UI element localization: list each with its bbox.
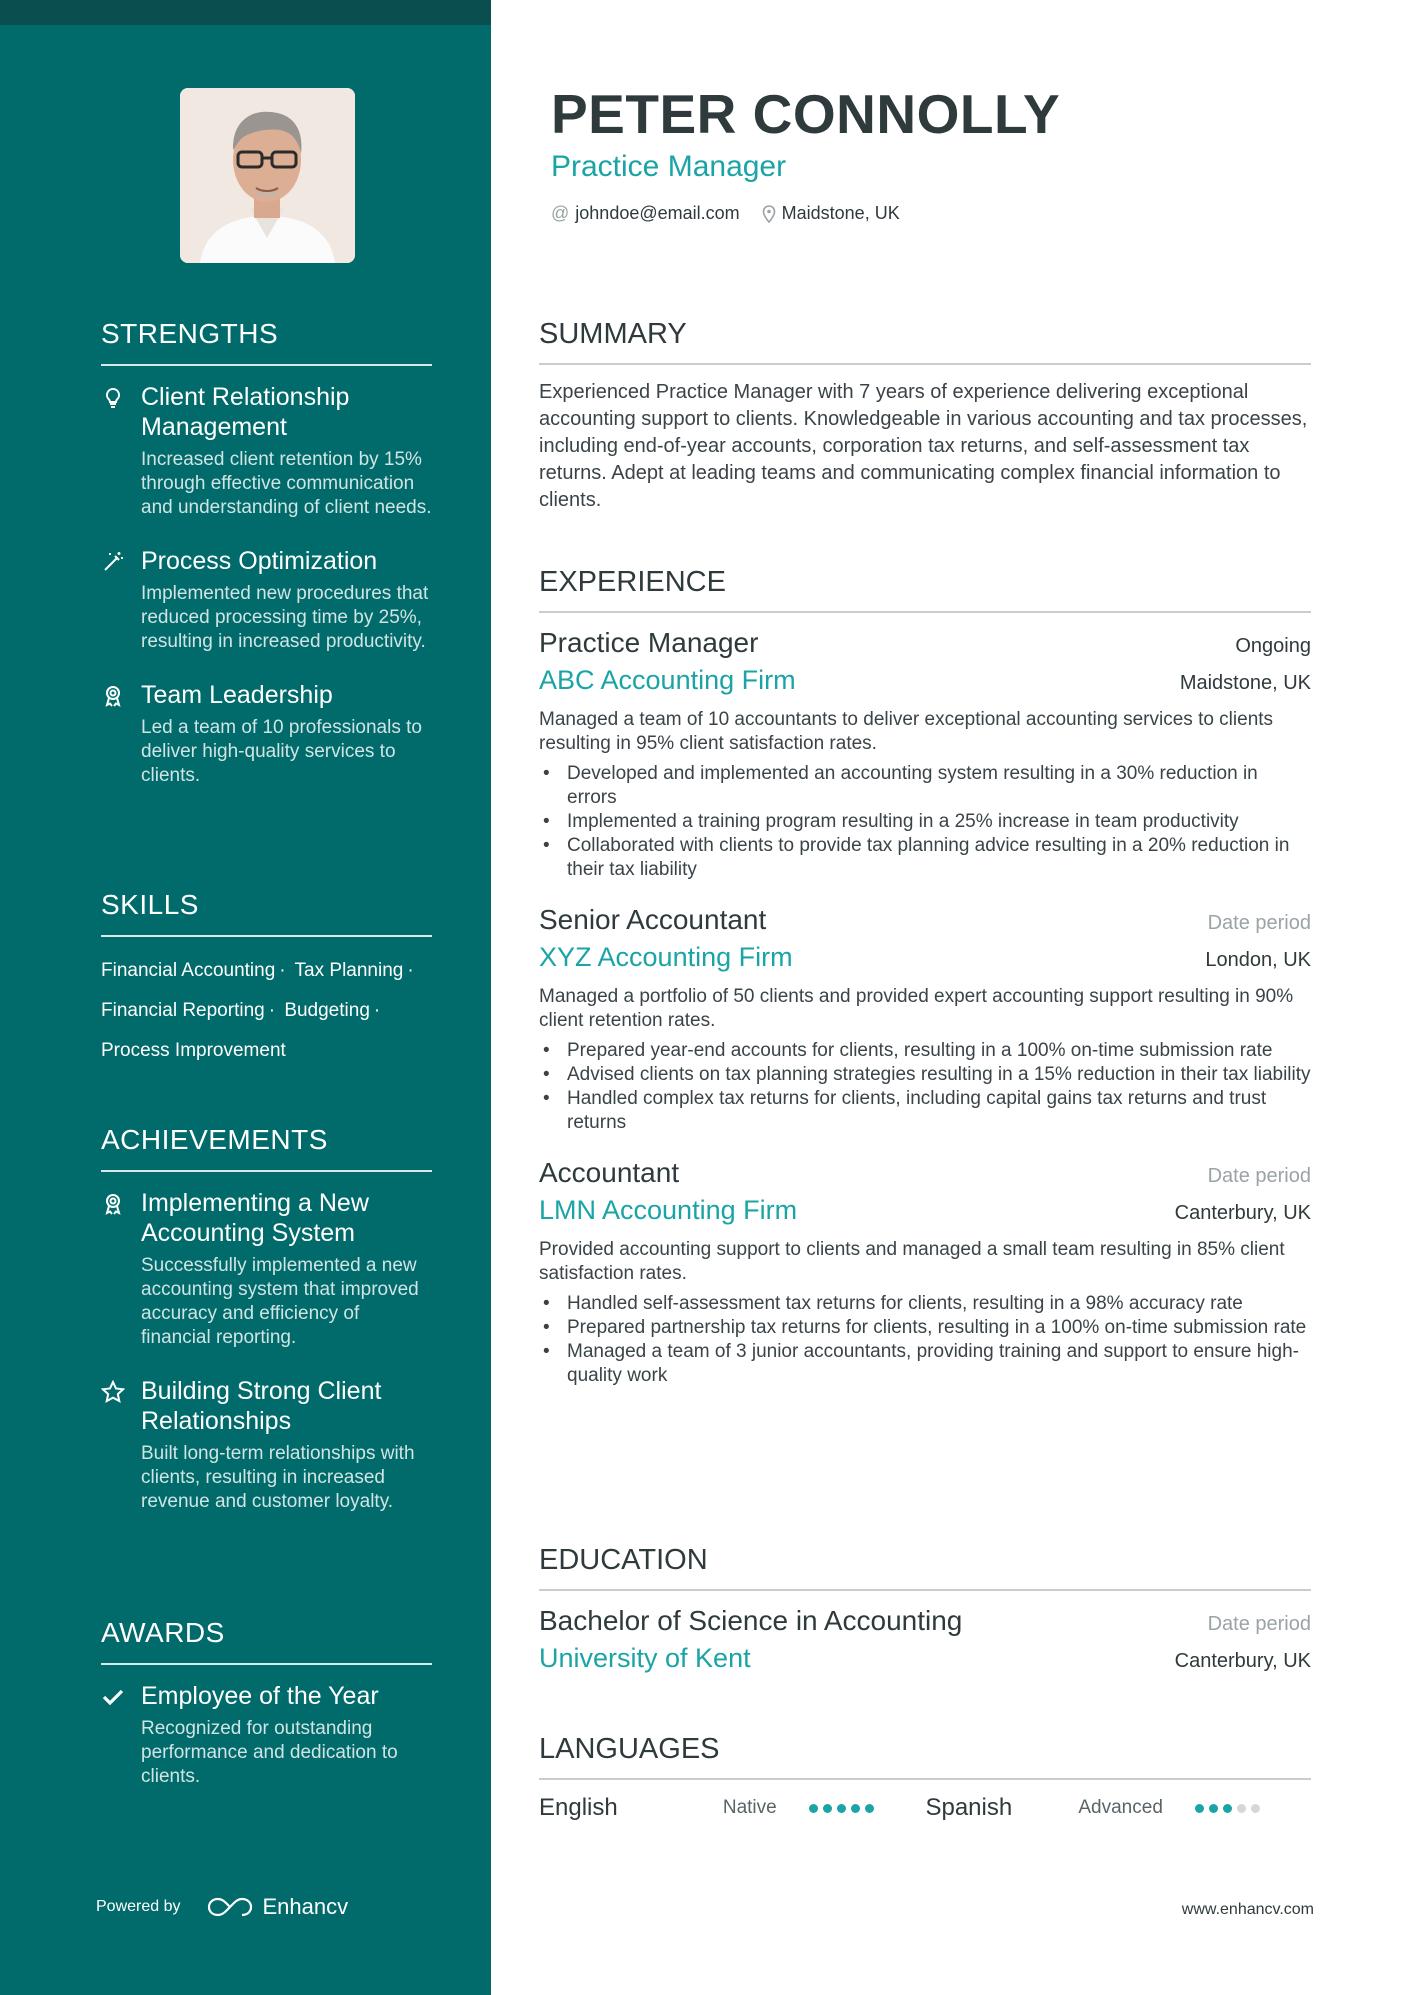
- website-link[interactable]: www.enhancv.com: [1181, 1901, 1314, 1918]
- rating-dot: [851, 1804, 860, 1813]
- school-name: University of Kent: [539, 1643, 751, 1673]
- enhancv-logo[interactable]: [207, 1894, 349, 1920]
- strengths-heading: STRENGTHS: [101, 318, 432, 366]
- awards-section: [101, 1617, 432, 1815]
- language-level: Advanced: [1078, 1797, 1163, 1818]
- language-name: English: [539, 1794, 618, 1821]
- sidebar-top-bar: [0, 0, 491, 25]
- job-bullet: • Handled complex tax returns for clients, including capital gains tax returns and trust returns: [539, 1087, 1311, 1135]
- award-ribbon-icon: [101, 684, 125, 708]
- education-date: Date period: [1207, 1613, 1311, 1635]
- strength-desc: Increased client retention by 15% through effective communication and understanding of client needs.: [141, 449, 432, 518]
- enhancv-brand-text: Enhancv: [262, 1894, 349, 1919]
- language-rating: [809, 1804, 925, 1813]
- education-location: Canterbury, UK: [1174, 1650, 1311, 1672]
- rating-dot: [809, 1804, 818, 1813]
- at-icon: @: [551, 203, 570, 223]
- job-description: Provided accounting support to clients and managed a small team resulting in 85% client satisfaction rates.: [539, 1239, 1285, 1284]
- magic-wand-icon: [101, 550, 125, 574]
- skill-tag: Financial Reporting: [101, 1000, 265, 1021]
- skill-tag: Financial Accounting: [101, 960, 276, 981]
- achievement-desc: Successfully implemented a new accounting system that improved accuracy and efficiency of financial reporting.: [141, 1255, 419, 1348]
- award-item: [101, 1681, 432, 1789]
- award-desc: Recognized for outstanding performance and dedication to clients.: [141, 1718, 398, 1787]
- skill-tag: Process Improvement: [101, 1040, 286, 1061]
- languages-row: [539, 1794, 1311, 1822]
- location-text: Maidstone, UK: [781, 203, 900, 223]
- job-title: Senior Accountant: [539, 904, 767, 935]
- job-bullets: [539, 1292, 1311, 1388]
- award-ribbon-icon: [101, 1192, 125, 1216]
- rating-dot: [1237, 1804, 1246, 1813]
- job-bullets: [539, 1039, 1311, 1135]
- job-location: London, UK: [1205, 949, 1311, 971]
- job-date: Date period: [1207, 1165, 1311, 1187]
- education-section: [539, 1544, 1311, 1674]
- checkmark-icon: [101, 1685, 125, 1709]
- job-bullets: [539, 762, 1311, 882]
- job-bullet: • Collaborated with clients to provide tax planning advice resulting in a 20% reduction in their tax liability: [539, 834, 1311, 882]
- strength-title: Client Relationship Management: [141, 383, 350, 441]
- skills-section: [101, 889, 432, 1071]
- company-name: LMN Accounting Firm: [539, 1195, 798, 1225]
- language-name: Spanish: [925, 1794, 1013, 1821]
- strength-desc: Led a team of 10 professionals to deliver high-quality services to clients.: [141, 717, 422, 786]
- rating-dot: [1223, 1804, 1232, 1813]
- rating-dot: [1195, 1804, 1204, 1813]
- languages-section: [539, 1733, 1311, 1822]
- rating-dot: [823, 1804, 832, 1813]
- company-name: XYZ Accounting Firm: [539, 942, 793, 972]
- language-level: Native: [722, 1797, 777, 1818]
- job-location: Canterbury, UK: [1174, 1202, 1311, 1224]
- email-text: johndoe@email.com: [575, 203, 740, 223]
- education-heading: EDUCATION: [539, 1544, 1311, 1591]
- rating-dot: [1209, 1804, 1218, 1813]
- experience-section: [539, 566, 1311, 1410]
- experience-heading: EXPERIENCE: [539, 566, 1311, 613]
- contact-info: [551, 203, 900, 224]
- award-title: Employee of the Year: [141, 1682, 379, 1710]
- job-date: Date period: [1207, 912, 1311, 934]
- job-description: Managed a team of 10 accountants to deliver exceptional accounting services to clients resulting in 95% client satisfaction rates.: [539, 709, 1274, 754]
- job-entry: [539, 627, 1311, 882]
- main-content: [491, 0, 1410, 1995]
- strength-title: Process Optimization: [141, 547, 378, 575]
- job-title: Practice Manager: [539, 627, 759, 658]
- strength-item: [101, 680, 432, 788]
- language-rating: [1195, 1804, 1311, 1813]
- skills-list: Financial Accounting · Tax Planning · Financial Reporting · Budgeting · Process Improvement: [101, 960, 414, 1061]
- candidate-title: Practice Manager: [551, 150, 787, 183]
- achievement-item: [101, 1376, 432, 1514]
- location-contact: [762, 203, 900, 224]
- languages-heading: LANGUAGES: [539, 1733, 1311, 1780]
- strength-title: Team Leadership: [141, 681, 333, 709]
- email-contact[interactable]: [551, 203, 740, 224]
- achievements-heading: ACHIEVEMENTS: [101, 1124, 432, 1172]
- skills-heading: SKILLS: [101, 889, 432, 937]
- rating-dot: [865, 1804, 874, 1813]
- rating-dot: [837, 1804, 846, 1813]
- achievement-title: Implementing a New Accounting System: [141, 1189, 369, 1247]
- summary-section: [539, 318, 1311, 514]
- strength-item: [101, 382, 432, 520]
- job-bullet: • Implemented a training program resulting in a 25% increase in team productivity: [539, 810, 1311, 834]
- rating-dot: [1251, 1804, 1260, 1813]
- powered-by: [96, 1894, 348, 1920]
- candidate-name: PETER CONNOLLY: [551, 83, 1061, 145]
- awards-heading: AWARDS: [101, 1617, 432, 1665]
- job-entry: [539, 904, 1311, 1135]
- job-entry: [539, 1157, 1311, 1388]
- job-description: Managed a portfolio of 50 clients and provided expert accounting support resulting in 90% client retention rates.: [539, 986, 1294, 1031]
- achievement-desc: Built long-term relationships with clients, resulting in increased revenue and customer loyalty.: [141, 1443, 415, 1512]
- job-bullet: • Prepared year-end accounts for clients, resulting in a 100% on-time submission rate: [539, 1039, 1311, 1063]
- job-bullet: • Managed a team of 3 junior accountants, providing training and support to ensure high-quality work: [539, 1340, 1311, 1388]
- job-bullet: • Advised clients on tax planning strategies resulting in a 15% reduction in their tax liability: [539, 1063, 1311, 1087]
- strength-item: [101, 546, 432, 654]
- sidebar: [0, 0, 491, 1995]
- profile-photo: [180, 88, 355, 263]
- summary-heading: SUMMARY: [539, 318, 1311, 365]
- company-name: ABC Accounting Firm: [539, 665, 796, 695]
- powered-by-label: Powered by: [96, 1898, 181, 1915]
- job-date: Ongoing: [1235, 635, 1311, 657]
- achievement-item: [101, 1188, 432, 1350]
- skill-tag: Tax Planning: [294, 960, 404, 981]
- strength-desc: Implemented new procedures that reduced processing time by 25%, resulting in increased productivity.: [141, 583, 429, 652]
- strengths-section: [101, 318, 432, 814]
- job-title: Accountant: [539, 1157, 680, 1188]
- location-pin-icon: [762, 205, 776, 223]
- job-location: Maidstone, UK: [1179, 672, 1311, 694]
- star-icon: [101, 1380, 125, 1404]
- lightbulb-icon: [101, 386, 125, 410]
- degree-title: Bachelor of Science in Accounting: [539, 1605, 963, 1636]
- skill-tag: Budgeting: [284, 1000, 370, 1021]
- achievement-title: Building Strong Client Relationships: [141, 1377, 382, 1435]
- enhancv-logo-icon: [207, 1896, 253, 1918]
- achievements-section: [101, 1124, 432, 1540]
- job-bullet: • Developed and implemented an accounting system resulting in a 30% reduction in errors: [539, 762, 1311, 810]
- job-bullet: • Handled self-assessment tax returns for clients, resulting in a 98% accuracy rate: [539, 1292, 1311, 1316]
- job-bullet: • Prepared partnership tax returns for clients, resulting in a 100% on-time submission rate: [539, 1316, 1311, 1340]
- summary-text: Experienced Practice Manager with 7 years of experience delivering exceptional accounting support to clients. Knowledgeable in various accounting and tax processes, including end-of-year accounts, corporation tax returns, and self-assessment tax returns. Adept at leading teams and communicating complex financial information to clients.: [539, 381, 1308, 511]
